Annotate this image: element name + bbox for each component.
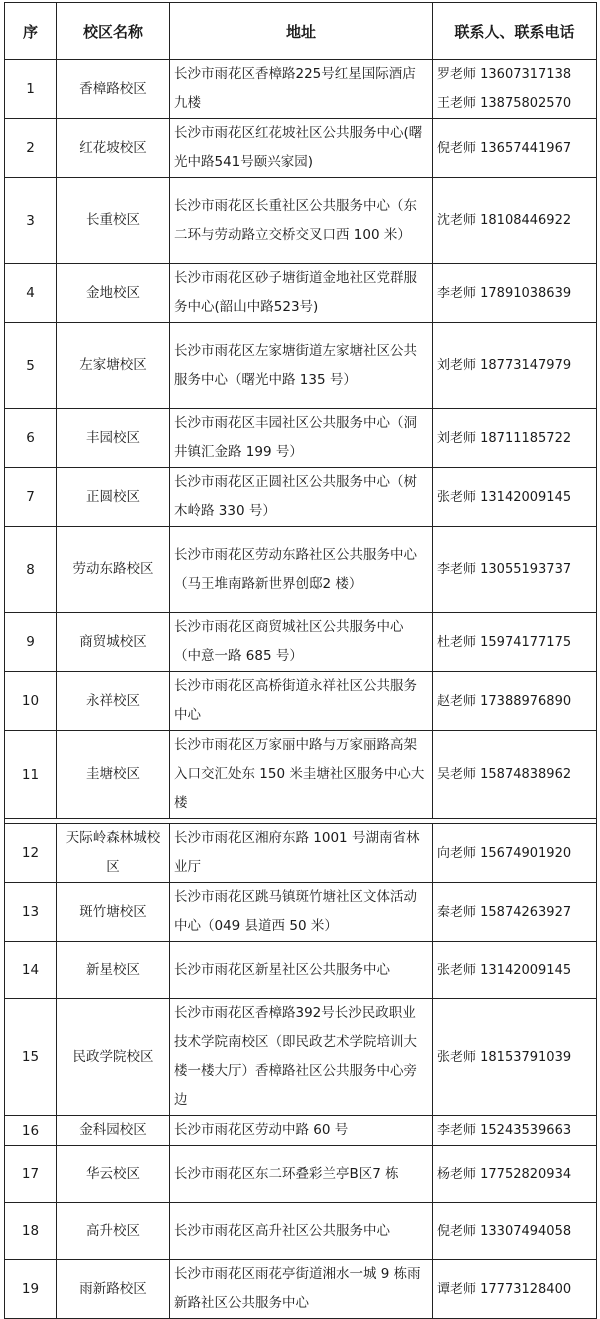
campus-address: 长沙市雨花区雨花亭街道湘水一城 9 栋雨新路社区公共服务中心 xyxy=(170,1260,433,1319)
contact-cell xyxy=(433,824,597,883)
campus-address: 长沙市雨花区跳马镇斑竹塘社区文体活动中心（049 县道西 50 米） xyxy=(170,883,433,942)
table-row xyxy=(5,1116,597,1146)
table-row xyxy=(5,1260,597,1319)
campus-address: 长沙市雨花区商贸城社区公共服务中心（中意一路 685 号） xyxy=(170,613,433,672)
contact-cell xyxy=(433,60,597,119)
contact-entry: 李老师 15243539663 xyxy=(437,1123,572,1138)
header-address: 地址 xyxy=(170,3,433,60)
contact-cell xyxy=(433,468,597,527)
campus-address: 长沙市雨花区湘府东路 1001 号湖南省林业厅 xyxy=(170,824,433,883)
row-number: 18 xyxy=(5,1203,57,1260)
campus-address: 长沙市雨花区香樟路225号红星国际酒店九楼 xyxy=(170,60,433,119)
row-number: 19 xyxy=(5,1260,57,1319)
table-row xyxy=(5,883,597,942)
contact-entry: 谭老师 17773128400 xyxy=(437,1281,572,1297)
row-number: 9 xyxy=(5,613,57,672)
contact-entry: 李老师 13055193737 xyxy=(437,562,572,577)
row-number: 6 xyxy=(5,409,57,468)
table-row xyxy=(5,527,597,613)
contact-cell xyxy=(433,613,597,672)
contact-cell xyxy=(433,942,597,999)
contact-cell xyxy=(433,178,597,264)
campus-name: 正圆校区 xyxy=(57,468,170,527)
table-row xyxy=(5,942,597,999)
campus-address: 长沙市雨花区正圆社区公共服务中心（树木岭路 330 号） xyxy=(170,468,433,527)
campus-address: 长沙市雨花区砂子塘街道金地社区党群服务中心(韶山中路523号) xyxy=(170,264,433,323)
campus-address: 长沙市雨花区东二环叠彩兰亭B区7 栋 xyxy=(170,1146,433,1203)
campus-name: 商贸城校区 xyxy=(57,613,170,672)
header-campus-name: 校区名称 xyxy=(57,3,170,60)
table-row xyxy=(5,613,597,672)
contact-cell xyxy=(433,323,597,409)
campus-address: 长沙市雨花区高升社区公共服务中心 xyxy=(170,1203,433,1260)
campus-name: 华云校区 xyxy=(57,1146,170,1203)
contact-entry: 赵老师 17388976890 xyxy=(437,693,572,709)
row-number: 7 xyxy=(5,468,57,527)
table-row xyxy=(5,323,597,409)
campus-name: 雨新路校区 xyxy=(57,1260,170,1319)
table-row xyxy=(5,824,597,883)
campus-name: 金地校区 xyxy=(57,264,170,323)
contact-cell xyxy=(433,409,597,468)
campus-name: 斑竹塘校区 xyxy=(57,883,170,942)
campus-address: 长沙市雨花区丰园社区公共服务中心（洞井镇汇金路 199 号） xyxy=(170,409,433,468)
table-row xyxy=(5,264,597,323)
campus-name: 左家塘校区 xyxy=(57,323,170,409)
row-number: 1 xyxy=(5,60,57,119)
row-number: 11 xyxy=(5,731,57,819)
campus-name: 劳动东路校区 xyxy=(57,527,170,613)
contact-entry: 张老师 13142009145 xyxy=(437,489,572,505)
row-number: 2 xyxy=(5,119,57,178)
contact-cell xyxy=(433,1146,597,1203)
campus-address: 长沙市雨花区红花坡社区公共服务中心(曙光中路541号颐兴家园) xyxy=(170,119,433,178)
row-number: 16 xyxy=(5,1116,57,1146)
campus-address: 长沙市雨花区劳动中路 60 号 xyxy=(170,1116,433,1146)
contact-cell xyxy=(433,1260,597,1319)
campus-address: 长沙市雨花区万家丽中路与万家丽路高架入口交汇处东 150 米圭塘社区服务中心大楼 xyxy=(170,731,433,819)
campus-name: 天际岭森林城校区 xyxy=(57,824,170,883)
contact-entry: 沈老师 18108446922 xyxy=(437,213,572,228)
row-number: 13 xyxy=(5,883,57,942)
contact-entry: 罗老师 13607317138 xyxy=(437,67,572,82)
table-row xyxy=(5,999,597,1116)
row-number: 14 xyxy=(5,942,57,999)
contact-cell xyxy=(433,1203,597,1260)
table-row xyxy=(5,672,597,731)
contact-entry: 张老师 13142009145 xyxy=(437,962,572,978)
row-number: 8 xyxy=(5,527,57,613)
contact-cell xyxy=(433,527,597,613)
contact-cell xyxy=(433,1116,597,1146)
contact-cell xyxy=(433,672,597,731)
table-row xyxy=(5,178,597,264)
contact-cell xyxy=(433,999,597,1116)
table-row xyxy=(5,468,597,527)
campus-name: 圭塘校区 xyxy=(57,731,170,819)
contact-entry: 杨老师 17752820934 xyxy=(437,1166,572,1182)
contact-cell xyxy=(433,883,597,942)
row-number: 5 xyxy=(5,323,57,409)
row-number: 4 xyxy=(5,264,57,323)
campus-name: 丰园校区 xyxy=(57,409,170,468)
campus-name: 新星校区 xyxy=(57,942,170,999)
header-contact: 联系人、联系电话 xyxy=(433,3,597,60)
header-number: 序 xyxy=(5,3,57,60)
contact-entry: 向老师 15674901920 xyxy=(437,845,572,861)
contact-entry: 李老师 17891038639 xyxy=(437,285,572,301)
contact-entry: 秦老师 15874263927 xyxy=(437,904,572,920)
contact-entry: 刘老师 18711185722 xyxy=(437,430,572,446)
table-row xyxy=(5,731,597,819)
contact-cell xyxy=(433,264,597,323)
table-row xyxy=(5,119,597,178)
table-header-row xyxy=(5,3,597,60)
campus-address: 长沙市雨花区劳动东路社区公共服务中心（马王堆南路新世界创邸2 楼） xyxy=(170,527,433,613)
campus-address: 长沙市雨花区高桥街道永祥社区公共服务中心 xyxy=(170,672,433,731)
campus-address: 长沙市雨花区左家塘街道左家塘社区公共服务中心（曙光中路 135 号） xyxy=(170,323,433,409)
campus-name: 高升校区 xyxy=(57,1203,170,1260)
campus-name: 金科园校区 xyxy=(57,1116,170,1146)
row-number: 15 xyxy=(5,999,57,1116)
campus-name: 香樟路校区 xyxy=(57,60,170,119)
campus-table-container xyxy=(4,2,596,1319)
row-number: 3 xyxy=(5,178,57,264)
row-number: 17 xyxy=(5,1146,57,1203)
contact-entry: 倪老师 13657441967 xyxy=(437,140,572,156)
table-row xyxy=(5,1203,597,1260)
contact-entry: 吴老师 15874838962 xyxy=(437,767,572,782)
campus-address: 长沙市雨花区长重社区公共服务中心（东二环与劳动路立交桥交叉口西 100 米） xyxy=(170,178,433,264)
contact-cell xyxy=(433,731,597,819)
row-number: 12 xyxy=(5,824,57,883)
contact-cell xyxy=(433,119,597,178)
row-number: 10 xyxy=(5,672,57,731)
table-body xyxy=(5,60,597,1319)
contact-entry: 倪老师 13307494058 xyxy=(437,1223,572,1239)
campus-name: 红花坡校区 xyxy=(57,119,170,178)
campus-address: 长沙市雨花区新星社区公共服务中心 xyxy=(170,942,433,999)
campus-name: 民政学院校区 xyxy=(57,999,170,1116)
contact-entry: 张老师 18153791039 xyxy=(437,1049,572,1065)
contact-entry: 杜老师 15974177175 xyxy=(437,634,572,650)
campus-name: 长重校区 xyxy=(57,178,170,264)
contact-entry: 刘老师 18773147979 xyxy=(437,358,572,373)
table-row xyxy=(5,409,597,468)
campus-table xyxy=(4,2,597,1319)
campus-address: 长沙市雨花区香樟路392号长沙民政职业技术学院南校区（即民政艺术学院培训大楼一楼大厅）香樟路社区公共服务中心旁边 xyxy=(170,999,433,1116)
table-row xyxy=(5,1146,597,1203)
campus-name: 永祥校区 xyxy=(57,672,170,731)
contact-entry: 王老师 13875802570 xyxy=(437,96,572,111)
table-row xyxy=(5,60,597,119)
